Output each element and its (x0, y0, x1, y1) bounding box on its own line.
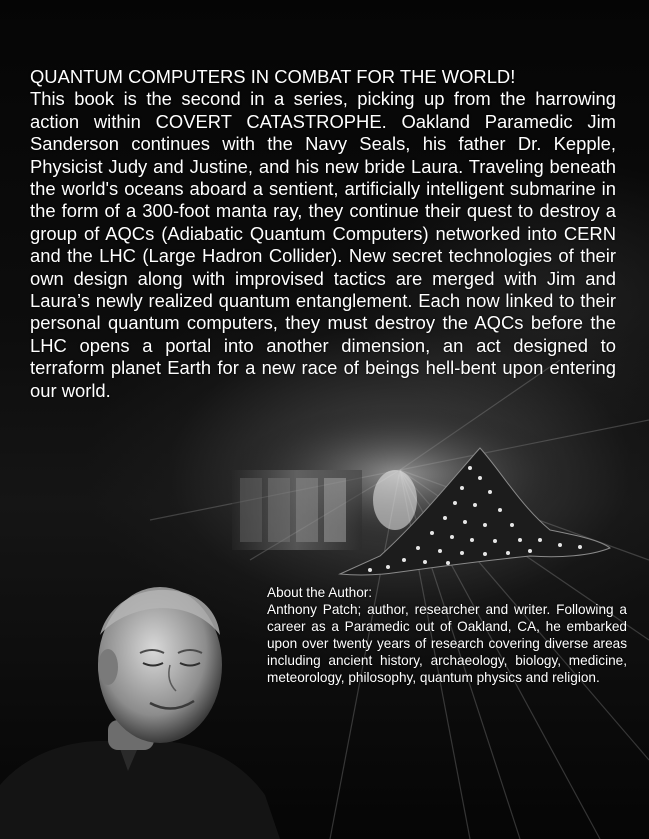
about-author (267, 584, 627, 686)
author-bio: Anthony Patch; author, researcher and writer. Following a career as a Paramedic out of Oakland, CA, he embarked upon over twenty years of research covering diverse areas including ancient history, archaeology, biology, medicine, meteorology, philosophy, quantum physics and religion. (267, 602, 627, 685)
blurb-headline: QUANTUM COMPUTERS IN COMBAT FOR THE WORLD! (30, 66, 516, 87)
author-portrait (0, 575, 280, 839)
book-blurb (30, 66, 616, 402)
about-author-heading: About the Author: (267, 585, 373, 600)
blurb-body: This book is the second in a series, picking up from the harrowing action within COVERT CATASTROPHE. Oakland Paramedic Jim Sanderson continues with the Navy Seals, his father Dr. Kepple, Physicist Judy and Justine, and his new bride Laura. Traveling beneath the world's oceans aboard a sentient, artificially intelligent submarine in the form of a 300-foot manta ray, they continue their quest to destroy a group of AQCs (Adiabatic Quantum Computers) networked into CERN and the LHC (Large Hadron Collider). New secret technologies of their own design along with improvised tactics are merged with Jim and Laura’s newly realized quantum entanglement. Each now linked to their personal quantum computers, they must destroy the AQCs before the LHC opens a portal into another dimension, an act designed to terraform planet Earth for a new race of beings hell-bent upon entering our world. (30, 88, 616, 401)
